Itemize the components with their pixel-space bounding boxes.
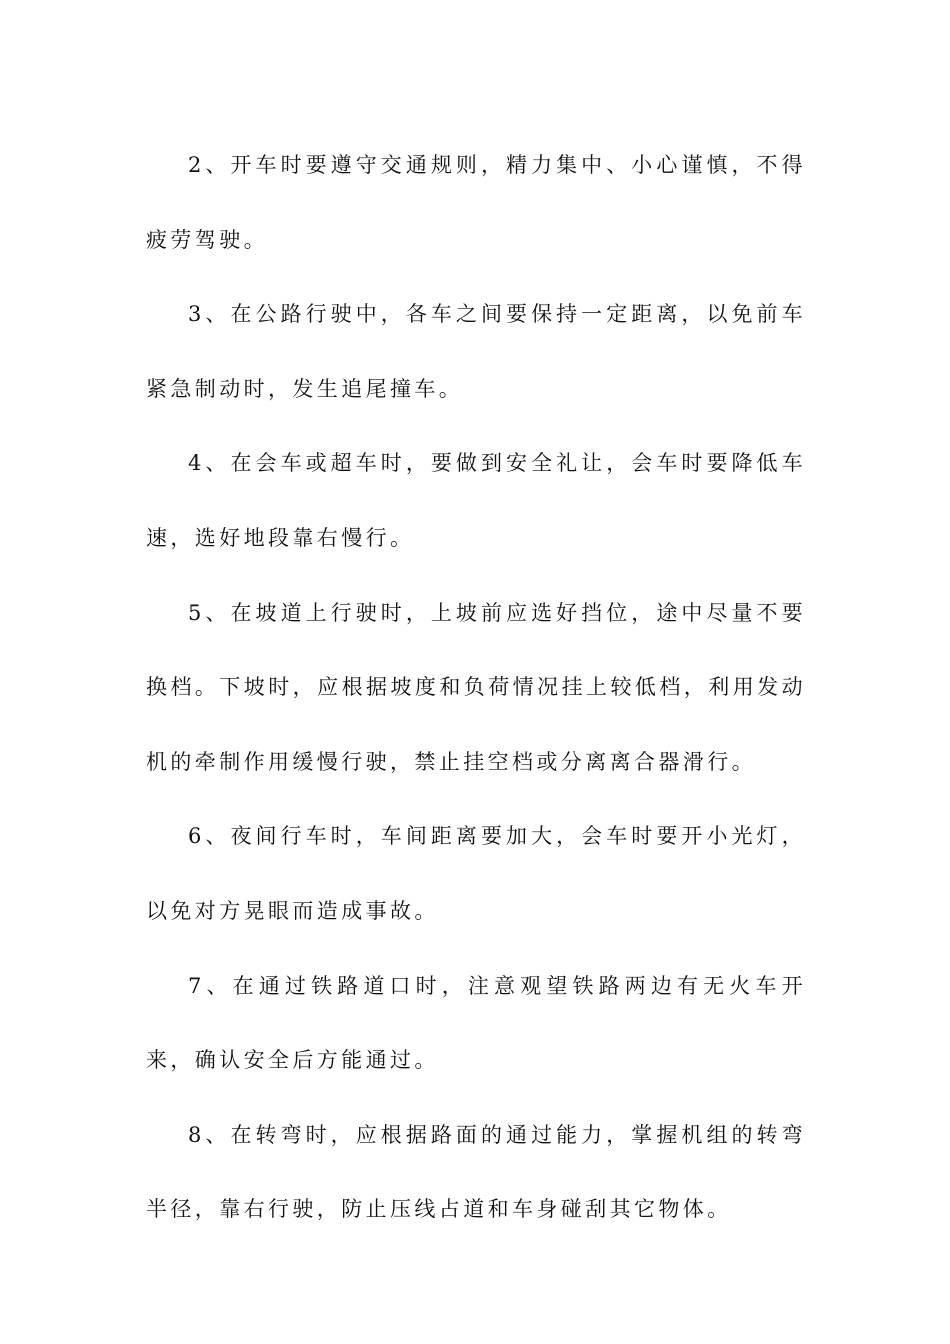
paragraph-rule-2: 2、开车时要遵守交通规则，精力集中、小心谨慎，不得疲劳驾驶。 [146,153,806,252]
paragraph-rule-5: 5、在坡道上行驶时，上坡前应选好挡位，途中尽量不要换档。下坡时，应根据坡度和负荷情况挂上较低档，利用发动机的牵制作用缓慢行驶，禁止挂空档或分离离合器滑行。 [146,600,806,774]
paragraph-rule-8: 8、在转弯时，应根据路面的通过能力，掌握机组的转弯半径，靠右行驶，防止压线占道和车身碰刮其它物体。 [146,1122,806,1222]
paragraph-rule-7: 7、在通过铁路道口时，注意观望铁路两边有无火车开来，确认安全后方能通过。 [146,973,806,1073]
document-body [146,128,806,1247]
paragraph-rule-4: 4、在会车或超车时，要做到安全礼让，会车时要降低车速，选好地段靠右慢行。 [146,451,806,550]
paragraph-rule-3: 3、在公路行驶中，各车之间要保持一定距离，以免前车紧急制动时，发生追尾撞车。 [146,302,806,401]
paragraph-rule-6: 6、夜间行车时，车间距离要加大，会车时要开小光灯，以免对方晃眼而造成事故。 [146,824,806,923]
